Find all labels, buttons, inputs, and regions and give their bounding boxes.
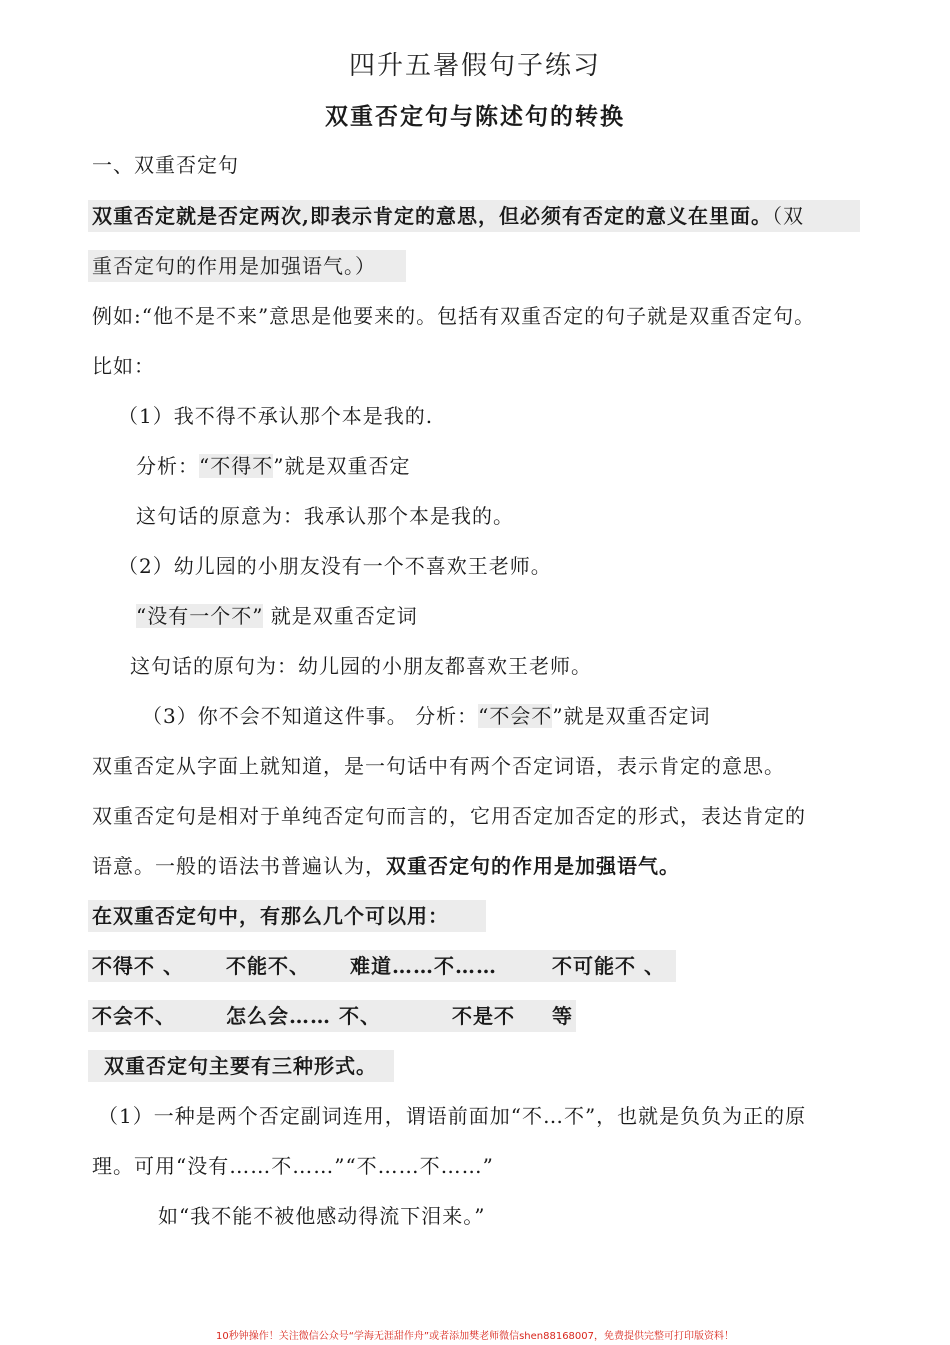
word-item: 不是不 <box>452 1004 515 1028</box>
definition-bold: 双重否定就是否定两次,即表示肯定的意思，但必须有否定的意义在里面。 <box>92 204 772 228</box>
example-3-sentence: （3）你不会不知道这件事。 分析： <box>142 704 479 728</box>
word-item: 不得不 、 <box>92 954 184 978</box>
usable-heading: 在双重否定句中，有那么几个可以用： <box>92 904 449 928</box>
words-row-2 <box>92 1001 573 1031</box>
word-item: 难道……不…… <box>350 954 497 978</box>
example-3 <box>142 701 711 731</box>
word-item: 不能不、 <box>226 954 310 978</box>
word-item: 不会不、 <box>92 1004 176 1028</box>
example-2-analysis <box>136 601 418 631</box>
section-heading: 一、双重否定句 <box>92 153 239 177</box>
example-3-suffix: ”就是双重否定词 <box>552 704 711 728</box>
words-row-1 <box>92 951 665 981</box>
paragraph-2-bold: 双重否定句的作用是加强语气。 <box>386 854 680 878</box>
example-1-analysis-prefix: 分析： <box>136 454 199 478</box>
form-1-line-2: 理。可用“没有……不……”“不……不……” <box>92 1154 494 1178</box>
definition-note-a: （双 <box>771 204 804 228</box>
example-intro: 例如:“他不是不来”意思是他要来的。包括有双重否定的句子就是双重否定句。 <box>92 304 816 328</box>
form-1-line-1: （1）一种是两个否定副词连用，谓语前面加“不…不”，也就是负负为正的原 <box>98 1104 807 1128</box>
example-1-analysis-suffix: ”就是双重否定 <box>273 454 411 478</box>
word-item: 不可能不 、 <box>552 954 665 978</box>
form-1-example: 如“我不能不被他感动得流下泪来。” <box>158 1204 486 1228</box>
example-1-analysis-highlight: “不得不 <box>199 454 274 478</box>
paragraph-2-normal: 语意。一般的语法书普遍认为， <box>92 854 386 878</box>
word-item: 怎么会…… 不、 <box>226 1004 381 1028</box>
bi-ru: 比如： <box>92 354 155 378</box>
paragraph-1: 双重否定从字面上就知道，是一句话中有两个否定词语，表示肯定的意思。 <box>92 754 785 778</box>
paragraph-2-line-2 <box>92 851 680 881</box>
example-2-suffix: 就是双重否定词 <box>263 604 418 628</box>
example-2-highlight: “没有一个不” <box>136 604 264 628</box>
example-2-sentence: （2）幼儿园的小朋友没有一个不喜欢王老师。 <box>118 554 552 578</box>
example-2-original: 这句话的原句为：幼儿园的小朋友都喜欢王老师。 <box>130 654 592 678</box>
example-1-sentence: （1）我不得不承认那个本是我的. <box>118 404 434 428</box>
definition-line-2: 重否定句的作用是加强语气。） <box>92 254 376 278</box>
word-item: 等 <box>552 1004 573 1028</box>
footer-notice: 10秒钟操作！关注微信公众号“学海无涯甜作舟”或者添加樊老师微信shen88168007，免费提供完整可打印版资料！ <box>215 1331 735 1342</box>
paragraph-2-line-1: 双重否定句是相对于单纯否定句而言的，它用否定加否定的形式，表达肯定的 <box>92 804 806 828</box>
example-1-analysis <box>136 451 410 481</box>
definition-line-1 <box>92 201 804 231</box>
forms-heading: 双重否定句主要有三种形式。 <box>104 1054 377 1078</box>
example-1-original: 这句话的原意为：我承认那个本是我的。 <box>136 504 514 528</box>
page-subtitle: 双重否定句与陈述句的转换 <box>325 103 625 130</box>
page-title: 四升五暑假句子练习 <box>348 51 601 81</box>
example-3-highlight: “不会不 <box>478 704 553 728</box>
